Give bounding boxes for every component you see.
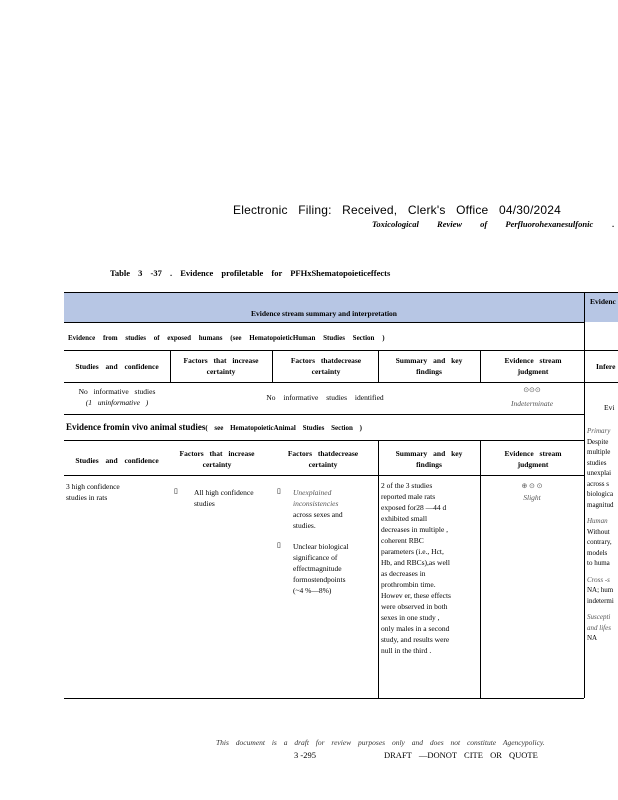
inference-line: Primary — [587, 427, 611, 435]
filing-stamp: Electronic Filing: Received, Clerk's Office 04/30/2024 — [233, 203, 562, 217]
inference-line: across s — [587, 479, 609, 488]
summary-line: 2 of the 3 studies — [381, 481, 433, 490]
animal-decrease-bullet1 — [293, 487, 338, 509]
animal-judgment-symbol: ⊕ ⊙ ⊙ — [521, 482, 543, 490]
running-head: Toxicological Review of Perfluorohexanesulfonic — [372, 219, 594, 229]
animal-col-increase-header: Factors that increase certainty — [179, 449, 255, 469]
human-studies-line2: (1 uninformative ) — [85, 398, 149, 407]
animal-section-title-rest: ( see HematopoieticAnimal Studies Section ) — [205, 424, 362, 432]
col-inference-header: Infere — [596, 362, 616, 371]
inference-line: unexplai — [587, 469, 612, 477]
bullet-icon: ▯ — [277, 487, 281, 495]
animal-decrease-bullet1-rest — [293, 509, 343, 531]
decrease-line: Unexplained — [293, 488, 332, 497]
animal-col-judgment-header: Evidence stream judgment — [504, 449, 562, 469]
decrease-line: significance of — [293, 553, 338, 562]
animal-studies-line: 3 high confidence — [66, 482, 120, 491]
inference-line: contrary, — [587, 538, 612, 546]
inference-line: models — [587, 548, 608, 557]
running-head-tail: . — [612, 219, 615, 229]
human-section-title: Evidence from studies of exposed humans (see HematopoieticHuman Studies Section ) — [68, 334, 385, 342]
summary-line: sexes in one study , — [381, 613, 440, 622]
human-merged-text: No informative studies identified — [266, 393, 384, 402]
summary-line: parameters (i.e., Hct, — [381, 547, 444, 556]
decrease-line: studies. — [293, 521, 316, 530]
animal-col-decrease-header: Factors thatdecrease certainty — [287, 449, 359, 469]
human-judgment-symbol: ⊙⊙⊙ — [523, 386, 541, 394]
draft-notice: DRAFT —DONOT CITE OR QUOTE — [384, 750, 538, 760]
band-title: Evidence stream summary and interpretation — [251, 309, 397, 318]
summary-line: coherent RBC — [381, 536, 424, 545]
animal-studies-line: studies in rats — [66, 493, 108, 502]
page-number: 3 -295 — [294, 750, 316, 760]
summary-line: only males in a second — [381, 624, 450, 633]
col-increase-header: Factors that increase certainty — [183, 356, 259, 376]
decrease-line: effectmagnitude — [293, 564, 342, 573]
summary-line: exhibited small — [381, 514, 428, 523]
animal-section-title-main: Evidence fromin vivo animal studies — [66, 422, 206, 432]
decrease-line: formostendpoints — [293, 575, 346, 584]
animal-col-studies-header: Studies and confidence — [75, 456, 159, 465]
col-judgment-header: Evidence stream judgment — [504, 356, 562, 376]
human-judgment-label: Indeterminate — [510, 399, 554, 408]
footer-disclaimer: This document is a draft for review purposes only and does not constitute Agencypolicy. — [216, 738, 545, 747]
inference-line: and lifes — [587, 623, 611, 632]
right-col-title: Evidenc — [590, 297, 616, 306]
animal-studies — [66, 481, 120, 503]
summary-line: Hb, and RBCs),as well — [381, 558, 450, 567]
inference-line: Cross -s — [587, 575, 610, 584]
inference-line: to huma — [587, 559, 610, 567]
human-studies-line1: No informative studies — [78, 387, 156, 396]
inference-column-text — [587, 426, 614, 644]
summary-line: null in the third . — [381, 646, 432, 655]
decrease-line: (~4 %—8%) — [293, 586, 332, 595]
decrease-line: Unclear biological — [293, 542, 349, 551]
human-right-label: Evi — [604, 403, 615, 412]
inference-line: Despite — [587, 437, 609, 446]
animal-summary — [381, 480, 451, 656]
summary-line: study, and results were — [381, 635, 450, 644]
inference-line: biologica — [587, 490, 614, 498]
inference-line: NA; hum — [587, 586, 614, 594]
col-summary-header: Summary and key findings — [395, 356, 463, 376]
col-decrease-header: Factors thatdecrease certainty — [290, 356, 362, 376]
animal-col-summary-header: Summary and key findings — [395, 449, 463, 469]
inference-line: magnitud — [587, 500, 614, 509]
bullet-icon: ▯ — [277, 541, 281, 549]
summary-line: decreases in multiple , — [381, 525, 449, 534]
inference-line: Human — [587, 517, 608, 525]
decrease-line: inconsistencies — [293, 499, 339, 508]
table-caption: Table 3 -37 . Evidence profiletable for PFHxShematopoieticeffects — [110, 268, 391, 278]
inference-line: Suscepti — [587, 613, 611, 621]
inference-line: studies — [587, 458, 607, 467]
inference-line: NA — [587, 634, 598, 642]
inference-line: Without — [587, 527, 610, 536]
summary-line: as decreases in — [381, 569, 426, 578]
bullet-icon: ▯ — [174, 487, 178, 495]
animal-section-title — [66, 422, 362, 432]
inference-line: multiple — [587, 448, 611, 456]
col-studies-header: Studies and confidence — [75, 362, 159, 371]
decrease-line: across sexes and — [293, 510, 343, 519]
summary-line: exposed for28 —44 d — [381, 503, 447, 512]
summary-line: prothrombin time. — [381, 580, 436, 589]
animal-judgment-label: Slight — [523, 493, 541, 502]
animal-decrease-bullet2 — [293, 541, 349, 596]
animal-increase-text: All high confidence studies — [194, 488, 254, 508]
summary-line: Howev er, these effects — [381, 591, 451, 600]
inference-line: indetermi — [587, 596, 614, 605]
summary-line: were observed in both — [381, 602, 448, 611]
summary-line: reported male rats — [381, 492, 436, 501]
